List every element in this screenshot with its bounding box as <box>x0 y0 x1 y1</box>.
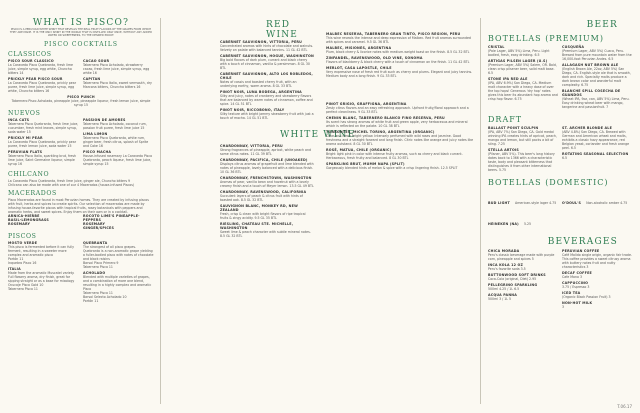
item-desc: Displays citrus aromas of grapefruit and lime blended with notes of pineapple, lovely balanced with a delicious finish. 10 GL 36 BTL <box>220 162 314 174</box>
item-name: ACQUA PANNA <box>488 293 517 297</box>
item-name: CACAO SOUR <box>83 58 110 63</box>
menu-item <box>488 263 558 271</box>
item-name: O'DOUL'S <box>562 201 582 205</box>
item-desc: Succulent layers of peach & citrus fruit with hints of toasted oak. 8.5 GL 32 BTL <box>220 194 303 202</box>
menu-item <box>220 72 314 88</box>
menu-item <box>8 59 79 75</box>
nuevos-label: NUEVOS <box>8 109 41 117</box>
item-desc: The strongest of all pisco grapes. Quebranta is a non-aromatic grape yielding a fuller-bodied pisco with notes of chocolate and black raisins <box>83 244 154 261</box>
item-desc: (IPA, ABV 7%) San Diego, CA. Gold medal winning IPA creates hints of apricot, peach, mango and lemon, but still packs a bit of sting. 7.25 <box>488 130 557 146</box>
item-desc: Cafe Mono 3 <box>562 275 582 279</box>
item-desc: Non-alcoholic amber 4.75 <box>586 201 628 205</box>
item-desc: Very expressive nose of fresh red fruit such as cherry and plums. Elegant and juicy tannins. Medium body and a long finish. 9 GL 33 BTL <box>326 70 473 78</box>
item-desc: Tabernero Pisco Acholado, coconut rum, passion fruit puree, fresh lime juice 15 <box>83 121 147 130</box>
item-name: CRISTAL <box>488 45 505 49</box>
chilcano-note: Chilcano can also be made with one of our 4 Macerados (house-infused Piscos) <box>8 182 135 187</box>
menu-item <box>488 283 558 291</box>
item-desc: Café Molido single origin, organic fair trade. This coffee provides a sweet citrusy aroma with buttery notes fruit and nutty characteristics 3 <box>562 253 632 269</box>
bottles-premium-title: BOTELLAS (PREMIUM) <box>488 34 604 43</box>
red-wine-title: RED WINE <box>266 20 299 40</box>
menu-item <box>220 90 314 106</box>
item-name: CHENIN BLANC, TABERNERO BLANCO FINO RESERVA, PERU <box>326 116 445 120</box>
item-desc: Notes of cassis and toasted cherry fruit, with an underlying earthy, warm aroma. 8 GL 33 BTL <box>220 80 297 88</box>
item-name: INCA CATS <box>8 117 30 122</box>
item-desc: (Pilsner, ABV 5%). This beer's long history dates back to 1366 with a characteristic taste, body and pleasant bitterness that distinguishes it from other international beers. 5.75 <box>488 152 555 172</box>
item-name: ACHOLADO <box>83 270 106 275</box>
menu-item <box>8 95 154 107</box>
item-desc: Aromas of pear, vanilla bean and hazelnut with a lovely creamy finish and a touch of Meyer lemon. 13.5 GL 49 BTL <box>220 180 314 188</box>
macerado-name: ROCOTO LIME'S PINEAPPLE-PEPPERS <box>83 213 140 222</box>
menu-item <box>83 118 154 130</box>
item-name: ST. ARCHER BLONDE ALE <box>562 126 613 130</box>
item-desc: Silky and juicy, notes of cranberry and strawberry flavors that are balanced by warm notes of cinnamon, coffee and spice. 14 GL 51 BTL <box>220 94 313 106</box>
item-desc: Tabernero Pisco Acholado, pineapple juice, pineapple liqueur, fresh lemon juice, simple syrup 15 <box>11 98 151 107</box>
item-name: STONE IPA RED ALE <box>488 77 528 81</box>
item-desc: Made from the aromatic Muscatel variety. Full flowery aroma, dry finish, great for sipping straight or as a base for mixology <box>8 270 75 283</box>
menu-item <box>220 54 314 70</box>
item-desc: Peru's favorite soda 3.5 <box>488 267 526 271</box>
item-name: CABERNET SAUVIGNON, HOGUE, WASHINGTON <box>220 54 315 58</box>
item-desc: (Premium Lager, ABV 5%) Salem, OR. Bold, clean crisp pilsener beer, solid malt base. 6.5 <box>488 63 557 75</box>
bottles-premium-items <box>488 45 632 111</box>
menu-item <box>488 210 558 229</box>
item-price: Barsol Pisco Primero 9 <box>83 260 119 265</box>
item-price: Portón 11 <box>8 256 24 261</box>
item-name: CAPPUCCINO <box>562 281 589 285</box>
item-name: CHARDONNAY, PACIFICA, CHILE (UNOAKED) <box>220 158 308 162</box>
bottles-domestic-title: BOTELLAS (DOMESTIC) <box>488 178 609 187</box>
menu-item <box>8 118 79 134</box>
item-name: HEINEKEN (NA) <box>488 222 519 226</box>
item-desc: (IPA, ABV 6.9%) San Diego, CA. Medium malt character with a heavy dose of over the top hops! Generous 'dry hop' notes gives this beer its abundant hop aroma and crisp hop flavor. 6.75 <box>488 81 558 101</box>
menu-item <box>83 150 154 166</box>
item-name: MALBEC, MISIONES, ARGENTINA <box>326 46 392 50</box>
macerado-name: BASIL-LEMONGRASS <box>8 217 49 222</box>
item-name: MALBEC RESERVA, TABERNERO GRAN TINTO, PISCO REGION, PERU <box>326 32 461 36</box>
red-wine-left-column <box>160 0 356 413</box>
pisco-title: WHAT IS PISCO? <box>32 18 130 28</box>
macerados-label: MACERADOS <box>8 189 57 197</box>
menu-item <box>326 56 474 64</box>
item-name: CHARDONNAY, RAVENSWOOD, CALIFORNIA <box>220 190 307 194</box>
menu-item <box>488 293 558 301</box>
item-name: PERUVIAN FLATS <box>8 149 43 154</box>
piscos-label: PISCOS <box>8 232 37 240</box>
beverages-title: BEVERAGES <box>547 237 618 247</box>
item-name: BALLAST POINT SCULPIN <box>488 126 539 130</box>
item-name: SAUVIGNON BLANC, MONKEY RD, NEW ZEALAND <box>220 204 298 212</box>
menu-item <box>326 130 474 146</box>
menu-item <box>562 189 632 208</box>
item-desc: Tabernero Pisco Quebranta, white rum, ginger beer, fresh citrus, splash of Sprite and Coke 16 <box>83 135 149 148</box>
item-desc: Concentrated aromas with hints of chocolate and walnuts. Velvety on palate with balanced tannins. 11 GL 42 BTL <box>220 44 314 52</box>
item-desc: Its scent has strong aromas of white fruit and green apple, very herbaceous and mineral which is reflected on the palate. 10 GL 38 BTL <box>326 120 468 128</box>
item-name: CHARDONNAY, FRENCHSTOWN, WASHINGTON <box>220 176 312 180</box>
item-name: DECAF COFFEE <box>562 271 592 275</box>
item-name: PINOT NOIR, LUNA BODEGA, ARGENTINA <box>220 90 302 94</box>
item-name: ROSÉ, MATUA, CHILE (ORGANIC) <box>326 148 392 152</box>
item-name: CHARDONNAY, VITTORIA, PERU <box>220 144 283 148</box>
menu-item <box>326 66 474 78</box>
menu-item <box>220 190 314 202</box>
menu-item <box>562 291 632 299</box>
item-desc: 6.5 <box>562 156 568 160</box>
item-desc: La Caravedo Pisco Quebranta, fresh lime juice, simple syrup, egg white, Chuncho bitters 14 <box>8 62 74 75</box>
item-name: BUD LIGHT <box>488 201 510 205</box>
macerado-name: ARNICA-HIERBE <box>8 213 40 218</box>
item-desc: (Premium Lager, ABV 5%) Cuzco, Peru. Brewed from pure mountain water from the 16,000-foot Peruvian Andes. 6.5 <box>562 49 632 61</box>
item-name: LIMA LIMON <box>83 131 108 136</box>
menu-item <box>220 108 314 120</box>
item-desc: Coca-Cola (original, Diet) 2.95 <box>488 277 537 281</box>
pisco-column <box>0 0 160 413</box>
item-desc: Flavors of blackberry & black cherry with a touch of cinnamon on the finish. 11 GL 42 BTL <box>326 60 470 64</box>
piscos-items <box>8 241 154 305</box>
item-name: MERLOT, CASA LAPOSTLE, CHILE <box>326 66 392 70</box>
item-desc: Silky texture with bright jammy strawberry fruit with just a touch of mocha. 14 GL 51 BTL <box>220 112 314 120</box>
item-desc: Clear and clean bright yellow. Intensely perfumed with wild roses and jasmine. Good freshness and a straight forward and long finish. Citric notes like orange and juicy notes like aroma outstand. 8 GL 30 BTL <box>326 134 474 146</box>
item-name: ZINFANDEL, RAVENSWOOD, OLD VINE, SONOMA <box>326 56 423 60</box>
item-name: PISCO SOUR CLASSICO <box>8 58 54 63</box>
item-name: PINOT NOIR, RICCOBONO, ITALY <box>220 108 285 112</box>
item-name: ARTIGAS PILSEN LAGER (U.S) <box>488 59 548 63</box>
item-desc: La Caravedo Pisco Quebranta, prickly pear puree, fresh lime juice, simple syrup, egg white, Chuncho bitters 16 <box>8 80 77 93</box>
item-desc: La Caravedo Pisco Quebranta, prickly pear puree, fresh lemon juice, soda water 15 <box>8 139 77 148</box>
item-name: STELLA ARTOIS <box>488 148 519 152</box>
chilcano-label: CHILCANO <box>8 170 50 178</box>
macerados-list <box>8 214 154 230</box>
item-name: QUEBRANTA <box>83 240 108 245</box>
menu-item <box>83 271 154 303</box>
item-desc: Tabernero Pisco Italia, sweet vermouth, dry Marcona bitters, Chuncho bitters 16 <box>83 80 152 89</box>
item-name: ROTATING SEASONAL SELECTION <box>562 152 629 156</box>
beer-column <box>480 0 640 413</box>
item-name: PISCO MACHA <box>83 149 112 154</box>
nuevos-items <box>8 118 154 168</box>
menu-item <box>220 158 314 174</box>
item-name: PASSION DE AMORES <box>83 117 126 122</box>
item-name: SPARKLING BRUT, MUMM NAPA (SPLIT) <box>326 162 405 166</box>
menu-item <box>83 77 154 89</box>
item-name: CABERNET SAUVIGNON, VITTORIA, PERU <box>220 40 303 44</box>
item-desc: Peru's classic beverage made with purple corn, pineapple and spices 5 <box>488 253 555 261</box>
item-name: PELLEGRINO SPARKLING <box>488 283 538 287</box>
item-desc: This wine reveals the intense and deep expression of Malbec. Red fruit aromas surrounded with spices and caramel. 9.5 GL 36 BTL <box>326 36 471 44</box>
white-wine-title: WHITE WINE <box>280 130 356 140</box>
menu-item <box>220 204 314 220</box>
menu-item <box>488 59 558 75</box>
item-price: Barsol Selecto Acholado 10 <box>83 294 127 299</box>
item-desc: (ABV 4.8%) San Diego, CA. Brewed with German and American wheat and malts, exhibits a classic hazy appearance, red Belgian yeast, coriander and fresh orange peel. 6.5 <box>562 130 630 150</box>
menu-item <box>488 77 558 101</box>
item-name: ICED TEA <box>562 291 581 295</box>
macerado-name: ROSEMARY <box>83 221 106 226</box>
item-desc: Tabernero Pisco Italia, sparkling brut, fresh lime juice, Saint Germaine liqueur, simple syrup 16 <box>8 153 77 166</box>
item-desc: (Organic Black Passion Fruit) 3 <box>562 295 611 299</box>
item-name: CAPITAN <box>83 76 101 81</box>
item-desc: Blended with multiple varieties of grapes, and a combination of more one blend, resulting in a highly complex and aromatic Pisco <box>83 274 152 291</box>
item-price: Portón 11 <box>83 298 99 303</box>
item-desc: Big bold flavors of dark plum, currant and black cherry with a touch of cinnamon, vanilla & persimmon. 8 GL 30 BTL <box>220 58 310 70</box>
menu-item <box>326 162 474 170</box>
page-code: T.06.17 <box>617 404 632 409</box>
menu-item <box>326 148 474 160</box>
menu-item <box>488 148 558 172</box>
item-desc: Plum, black cherry & licorice notes with medium-weight toast on the finish. 8.5 GL 32 BTL <box>326 50 470 54</box>
classicos-items <box>8 59 154 95</box>
menu-item <box>8 150 79 166</box>
item-desc: Fresh, crisp & clean with bright flavors of ripe tropical fruits & zingy acidity. 9.5 GL 35 BTL <box>220 212 306 220</box>
menu-item <box>562 63 632 87</box>
menu-item <box>562 301 632 309</box>
item-desc: This pisco is fermented before it can fully ferment, resulting in a sweeter more complex and aromatic pisco <box>8 244 75 257</box>
menu-item <box>220 40 314 52</box>
wine-right-column <box>318 0 480 413</box>
item-name: CABERNET SAUVIGNON, ALTO LOS ROBLEDOS, CHILE <box>220 72 313 80</box>
item-name: PISCO PUNCH <box>67 94 95 99</box>
item-desc: 3.75 / Espresso 3 <box>562 285 590 289</box>
macerado-name: GINGER/SPICES <box>83 225 115 230</box>
item-price: Tabernero Pisco 11 <box>8 286 38 291</box>
item-desc: (English Brown Ale, 22oz, ABV 5%) San Diego, CA. English-style ale that is smooth, dark and rich. Specialty malts produce a dark brown color and wonderful malt complexity. 6.75 <box>562 67 631 87</box>
domestic-items <box>488 189 632 231</box>
menu-item <box>220 222 314 238</box>
item-name: BLANCHE SPILL COSECHA DE GUANDOS <box>562 89 621 97</box>
menu-item <box>220 176 314 188</box>
menu-item <box>83 132 154 148</box>
item-desc: (Pale Lager, ABV 5%) Lima, Peru. Light bodied, fresh, easy drinking. 6.5 <box>488 49 550 57</box>
menu-item <box>326 116 474 128</box>
spacer <box>326 80 474 102</box>
item-name: TORRONTÉS, MICHEL TORINO, ARGENTINA (ORGANIC) <box>326 130 435 134</box>
item-desc: 5.25 <box>523 222 532 226</box>
item-name: BUTTONWOOD SOFT DRINKS <box>488 273 546 277</box>
chilcano-desc: La Caravedo Pisco Quebranta, fresh lime juice, ginger ale, Chuncho bitters 9 <box>8 178 131 183</box>
item-name: PERUVIAN COFFEE <box>562 249 600 253</box>
classicos-label: CLASSICOS <box>8 50 52 58</box>
menu-item <box>326 32 474 44</box>
spacer <box>326 20 474 32</box>
item-name: PRICKLY MI PEAR <box>8 135 43 140</box>
item-price: Tabernero Pisco 11 <box>83 290 113 295</box>
item-desc: Tabernero Pisco Quebranta, fresh lime juice, cucumber, fresh mint leaves, simple syrup, soda water 15 <box>8 121 79 134</box>
item-name: PRICKLY PEAR PISCO SOUR <box>8 76 63 81</box>
item-desc: 500ml 4.25 / 1L 6.5 <box>488 287 520 291</box>
draft-title: DRAFT <box>488 115 523 124</box>
macerados-desc: Pisco Macerados are found in most Peruvian homes. They are created by infusing piscos with fruit, herbs and spices to create spirits. Our selection of macerados are made by infusing house-favorite piscos with tropical fruits, rosey botanicals with peppers and aromatic herbs, and sweet spices. Enjoy them on their own or in a cocktail. <box>8 197 149 214</box>
item-desc: Strong fragrances of pineapple, apricot, white peach and some citrus notes. 11 GL 39 BTL <box>220 148 312 156</box>
item-price: Tabernero Pisco 11 <box>83 264 113 269</box>
menu-item <box>326 102 474 114</box>
item-name: CHICA MORADA <box>488 249 520 253</box>
menu-item <box>562 89 632 109</box>
menu-item <box>562 281 632 289</box>
menu-item <box>83 241 154 269</box>
item-desc: House-infused rosemary La Caravedo Pisco Quebranta, peach liqueur, fresh lime juice, simple syrup 15 <box>83 153 153 166</box>
draft-items <box>488 126 632 174</box>
menu-item <box>488 45 558 57</box>
item-desc: Bright light pink in color with intense fruity aromas, such as cherry and black currant. Herbaceous, fresh fruity and balanced. 8 GL 30 BTL <box>326 152 463 160</box>
menu-item <box>488 126 558 146</box>
item-price: Inquebro Pisco 16 <box>8 260 37 265</box>
beer-title: BEER <box>586 20 618 30</box>
item-name: PINOT GRIGIO, GRAFFIGNA, ARGENTINA <box>326 102 407 106</box>
menu-item <box>488 273 558 281</box>
item-name: ITALIA <box>8 266 21 271</box>
item-desc: (Wheat IPA, 9oz, can, ABV 5%) Lima, Peru. Easy drinking wheat beer with mango, tangerine and passionfruit. 7 <box>562 97 630 109</box>
pisco-intro: PISCO IS A PERUVIAN WHITE SPIRIT THAT REVEALS THE REAL FRUIT FLAVORS OF THE GRAPES FROM WHICH THEY ARE MADE. IT IS THE ONLY SPIRIT IN THE WORLD THAT IS DISTILLED ONLY ONCE, WITHOUT ANY ADDED WATER OR SWEETENERS, TO THE DESIRED PROOF. <box>9 28 153 38</box>
menu-item <box>562 249 632 269</box>
item-name: ALLAGASH NUT BROWN ALE <box>562 63 619 67</box>
menu-item <box>220 144 314 156</box>
menu-item <box>8 267 79 291</box>
item-desc: Tabernero Pisco Acholado, strawberry cacao, fresh lime juice, simple syrup, egg white 16 <box>83 62 150 75</box>
item-desc: 500ml 3 / 1L 5 <box>488 297 512 301</box>
item-desc: Gorgeously blended hints of melon & spice with a crisp lingering finish. 12.5 SPLIT <box>326 166 458 170</box>
pisco-cocktails-title: PISCO COCKTAILS <box>44 40 118 48</box>
item-desc: Zesty citrus flavors and an easy refreshing approach. Upfront fruity/floral approach and a perfect cleanliness. 9 GL 33 BTL <box>326 106 469 114</box>
menu-item <box>562 271 632 279</box>
item-desc: Sweet lime & peach character with subtle mineral notes. 8.5 GL 32 BTL <box>220 230 311 238</box>
menu-item <box>8 136 79 148</box>
menu-item <box>562 152 632 160</box>
item-desc: 3 <box>562 305 565 309</box>
item-name: CUSQUEÑA <box>562 45 585 49</box>
item-name: MOSTO VERDE <box>8 240 38 245</box>
menu-item <box>8 77 79 93</box>
beverage-items <box>488 249 632 311</box>
item-price: Ocucaje Pisco Gold 10 <box>8 282 44 287</box>
menu-item <box>326 46 474 54</box>
menu-item <box>562 45 632 61</box>
item-desc: American-style lager 4.75 <box>515 201 557 205</box>
macerado-name: ROSEMARY <box>8 221 31 226</box>
item-name: NON-HOT MILK <box>562 301 593 305</box>
item-name: INCA KOLA 12 OZ <box>488 263 524 267</box>
item-name: RIESLING, CHATEAU STE. MICHELLE, WASHINGTON <box>220 222 294 230</box>
menu-item <box>8 241 79 265</box>
menu-item <box>488 189 558 208</box>
menu-item <box>83 59 154 75</box>
menu-item <box>562 126 632 150</box>
menu-item <box>488 249 558 261</box>
